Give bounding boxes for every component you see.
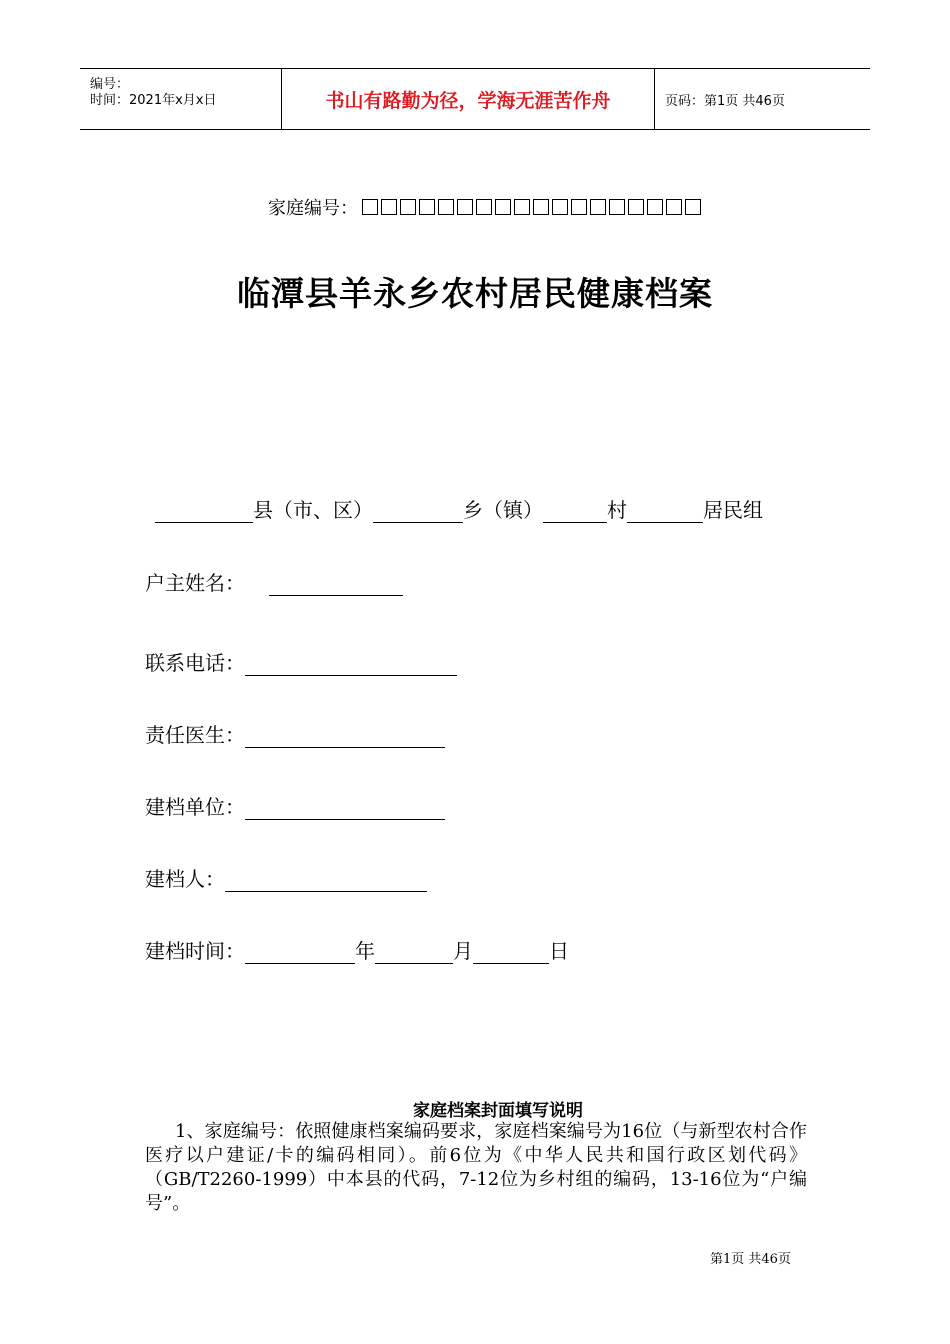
header-motto: 书山有路勤为径，学海无涯苦作舟 <box>282 69 655 129</box>
unit-blank[interactable] <box>245 797 445 820</box>
family-number-box[interactable] <box>419 199 435 215</box>
number-label: 编号： <box>90 77 130 92</box>
doctor-label: 责任医生： <box>145 723 245 747</box>
group-blank[interactable] <box>627 500 703 523</box>
family-number-box[interactable] <box>628 199 644 215</box>
family-number-box[interactable] <box>685 199 701 215</box>
address-line <box>155 494 763 523</box>
family-number-box[interactable] <box>666 199 682 215</box>
village-blank[interactable] <box>543 500 607 523</box>
unit-field <box>145 791 445 820</box>
person-field <box>145 863 427 892</box>
group-label: 居民组 <box>703 498 763 522</box>
time-label: 时间：2021年x月x日 <box>90 93 217 108</box>
family-number-box[interactable] <box>457 199 473 215</box>
unit-label: 建档单位： <box>145 795 245 819</box>
family-number-box[interactable] <box>400 199 416 215</box>
notes-paragraph: 1、家庭编号：依照健康档案编码要求，家庭档案编号为16位（与新型农村合作医疗以户建证/卡的编码相同）。前6位为《中华人民共和国行政区划代码》（GB/T2260-1999）中本县的代码，7-12位为乡村组的编码，13-16位为“户编号”。 <box>145 1121 807 1214</box>
family-number-label: 家庭编号： <box>268 198 358 219</box>
village-label: 村 <box>607 498 627 522</box>
header-meta <box>80 69 282 129</box>
head-name-field <box>145 567 403 596</box>
family-number-box[interactable] <box>438 199 454 215</box>
phone-label: 联系电话： <box>145 651 245 675</box>
document-title: 临潭县羊永乡农村居民健康档案 <box>237 274 713 313</box>
family-number-box[interactable] <box>647 199 663 215</box>
family-number-box[interactable] <box>571 199 587 215</box>
phone-blank[interactable] <box>245 653 457 676</box>
day-label: 日 <box>549 939 569 963</box>
day-blank[interactable] <box>473 941 549 964</box>
family-number-box[interactable] <box>609 199 625 215</box>
doctor-field <box>145 719 445 748</box>
month-label: 月 <box>453 939 473 963</box>
family-number-box[interactable] <box>381 199 397 215</box>
page-header <box>80 68 870 130</box>
date-label: 建档时间： <box>145 939 245 963</box>
county-label: 县（市、区） <box>253 498 373 522</box>
township-label: 乡（镇） <box>463 498 543 522</box>
person-blank[interactable] <box>225 869 427 892</box>
year-blank[interactable] <box>245 941 355 964</box>
notes-title: 家庭档案封面填写说明 <box>413 1101 583 1121</box>
family-number-box[interactable] <box>476 199 492 215</box>
phone-field <box>145 647 457 676</box>
family-number-boxes[interactable] <box>362 199 701 215</box>
year-label: 年 <box>355 939 375 963</box>
head-name-label: 户主姓名： <box>145 571 245 595</box>
date-field <box>145 935 569 964</box>
head-name-blank[interactable] <box>269 573 403 596</box>
doctor-blank[interactable] <box>245 725 445 748</box>
family-number-box[interactable] <box>495 199 511 215</box>
township-blank[interactable] <box>373 500 463 523</box>
family-number <box>268 194 701 220</box>
page-footer: 第1页 共46页 <box>710 1252 791 1267</box>
county-blank[interactable] <box>155 500 253 523</box>
family-number-box[interactable] <box>590 199 606 215</box>
family-number-box[interactable] <box>552 199 568 215</box>
family-number-box[interactable] <box>533 199 549 215</box>
family-number-box[interactable] <box>514 199 530 215</box>
person-label: 建档人： <box>145 867 225 891</box>
month-blank[interactable] <box>375 941 453 964</box>
header-page-info: 页码：第1页 共46页 <box>665 93 785 109</box>
family-number-box[interactable] <box>362 199 378 215</box>
